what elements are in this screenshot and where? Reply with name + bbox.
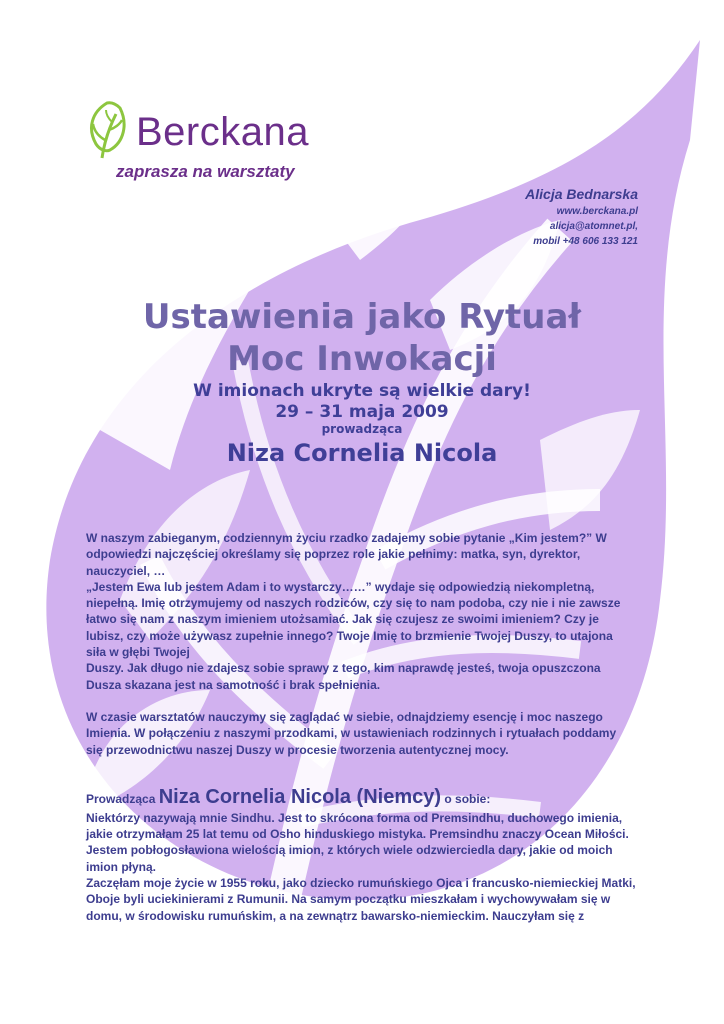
- body-text: [86, 530, 636, 924]
- contact-website-link[interactable]: www.berckana.pl: [556, 206, 638, 217]
- headline-block: [0, 296, 724, 470]
- page-title-line2: Moc Inwokacji: [227, 339, 497, 379]
- contact-email-link[interactable]: alicja@atomnet.pl,: [549, 221, 638, 232]
- contact-name: Alicja Bednarska: [525, 186, 638, 202]
- leader-label: prowadząca: [321, 422, 403, 436]
- paragraph-intro: W naszym zabieganym, codziennym życiu rzadko zadajemy sobie pytanie „Kim jestem?” W odpowiedzi najczęściej określamy się poprzez role jakie pełnimy: matka, syn, dyrektor, nauczyciel, …: [86, 531, 607, 578]
- paragraph-biography: Zaczęłam moje życie w 1955 roku, jako dziecko rumuńskiego Ojca i francusko-niemieckiej Matki, Oboje byli uciekinierami z Rumunii. Na samym początku mieszkałam i wychowywałam się w domu, w środowisku rumuńskim, a na zewnątrz bawarsko-niemieckim. Nauczyłam się z: [86, 876, 636, 923]
- brand-name: Berckana: [136, 110, 309, 154]
- paragraph-sindhu: Niektórzy nazywają mnie Sindhu. Jest to skrócona forma od Premsindhu, duchowego imienia, jakie otrzymałam 25 lat temu od Osho hinduskiego mistyka. Premsindhu znaczy Ocean Miłości. Jestem pobłogosławiona wielością imion, z których wiele odzwierciedla dary, jakie od moich imion płyną.: [86, 810, 629, 874]
- about-heading: [86, 786, 636, 810]
- paragraph-name-question: „Jestem Ewa lub jestem Adam i to wystarczy……” wydaje się odpowiedzią niekompletną, niepełną. Imię otrzymujemy od naszych rodziców, czy się to nam podoba, czy nie i nie zawsze łatwo się nam z naszym imieniem utożsamiać. Jak się czujesz ze swoimi imieniem? Czy je lubisz, czy może używasz zupełnie innego? Twoje Imię to brzmienie Twojej Duszy, to utajona siła w głębi Twojej: [86, 579, 621, 660]
- page-title-line1: Ustawienia jako Rytuał: [142, 297, 582, 337]
- about-prefix: Prowadząca: [86, 791, 159, 806]
- paragraph-workshop: W czasie warsztatów nauczymy się zaglądać w siebie, odnajdziemy esencję i moc naszego Imienia. W połączeniu z naszymi przodkami, w ustawieniach rodzinnych i rytuałach poddamy się przewodnictwu naszej Duszy w procesie tworzenia autentycznej mocy.: [86, 709, 617, 757]
- brand-tagline: zaprasza na warsztaty: [116, 162, 295, 181]
- contact-phone: mobil +48 606 133 121: [533, 236, 638, 247]
- about-name: Niza Cornelia Nicola (Niemcy): [158, 785, 442, 808]
- paragraph-soul: Duszy. Jak długo nie zdajesz sobie sprawy z tego, kim naprawdę jesteś, twoja opuszczona Dusza skazana jest na samotność i brak spełnienia.: [86, 661, 601, 692]
- brand-logo[interactable]: [84, 100, 314, 190]
- about-suffix: o sobie:: [441, 791, 491, 806]
- page-subtitle: W imionach ukryte są wielkie dary!: [193, 381, 531, 401]
- leader-name: Niza Cornelia Nicola: [226, 439, 498, 467]
- event-dates: 29 – 31 maja 2009: [275, 402, 449, 422]
- contact-block: [525, 186, 638, 249]
- green-leaf-icon: [84, 100, 130, 160]
